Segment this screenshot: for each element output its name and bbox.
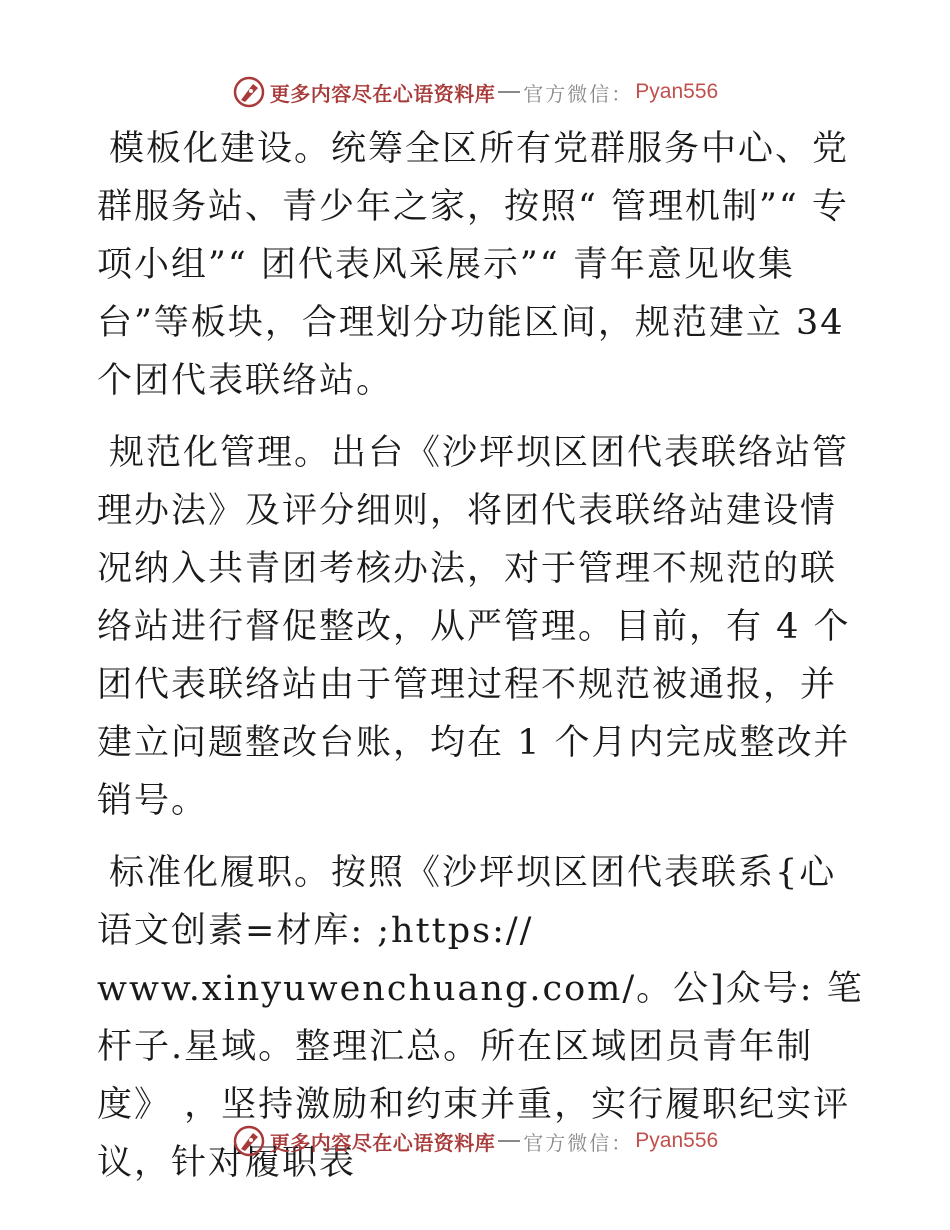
separator-dash [498,1140,520,1142]
paragraph-text: 规范化管理。出台《沙坪坝区团代表联络站管理办法》及评分细则，将团代表联络站建设情况纳入共青团考核办法，对于管理不规范的联络站进行督促整改，从严管理。目前，有 4 个团代表联络站由于管理过程不规范被通报，并建立问题整改台账，均在 1 个月内完成整改并销号。 [97,433,851,821]
paragraph-template-construction [97,120,867,410]
separator-dash [498,91,520,93]
wechat-account: Pyan556 [635,80,719,103]
wechat-label: 官方微信： [523,1130,634,1155]
pen-nib-logo-icon [232,75,266,109]
header-watermark-banner [0,70,950,114]
wechat-account: Pyan556 [635,1129,719,1152]
wechat-label: 官方微信： [523,81,634,106]
paragraph-text: 模板化建设。统筹全区所有党群服务中心、党群服务站、青少年之家，按照“ 管理机制”“ 专项小组”“ 团代表风采展示”“ 青年意见收集台”等板块，合理划分功能区间，规范建立 34 个团代表联络站。 [97,129,850,401]
paragraph-standardized-duties [97,844,867,960]
paragraph-text: www.xinyuwenchuang.com/。公]众号: 笔杆子.星域。整理汇总。所在区域团员青年制度》 ，坚持激励和约束并重，实行履职纪实评议，针对履职表 [97,969,864,1183]
footer-watermark-banner [0,1119,950,1163]
pen-nib-logo-icon [232,1124,266,1158]
promo-text: 更多内容尽在心语资料库 [269,1130,496,1155]
promo-text: 更多内容尽在心语资料库 [269,81,496,106]
document-body [97,120,867,1206]
paragraph-text: 标准化履职。按照《沙坪坝区团代表联系{心语文创素=材库: ;https:// [97,853,837,951]
paragraph-standardized-management [97,424,867,830]
